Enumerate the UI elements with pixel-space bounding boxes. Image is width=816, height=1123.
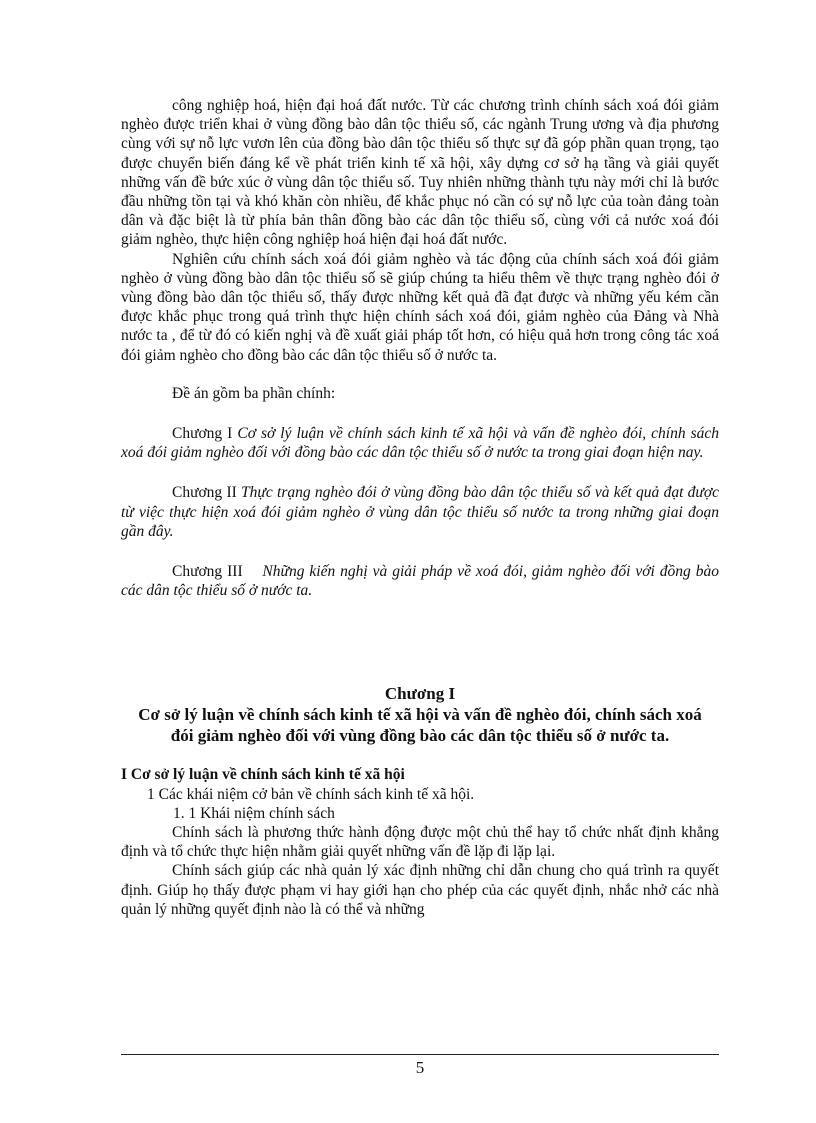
structure-line: Đề án gồm ba phần chính:	[172, 384, 336, 402]
section-paragraph-1: Chính sách là phương thức hành động được một chủ thể hay tổ chức nhất định khẳng định và tổ chức thực hiện nhằm giải quyết những vấn đề lặp đi lặp lại.	[121, 824, 719, 861]
chapter-summary-2	[121, 483, 719, 541]
section-paragraph-2: Chính sách giúp các nhà quản lý xác định những chỉ dẫn chung cho quá trình ra quyết định. Giúp họ thấy được phạm vi hay giới hạn cho phép của các quyết định, nhắc nhở các nhà quản lý những quyết định nào là có thể và những	[121, 862, 719, 918]
footer-divider	[121, 1054, 719, 1055]
chapter-summary-3	[121, 562, 719, 600]
chapter-heading	[121, 683, 719, 746]
chapter-heading-label: Chương I	[384, 684, 456, 704]
subsection-heading-1-1: 1. 1 Khái niệm chính sách	[173, 804, 335, 822]
subsection-heading-1: 1 Các khái niệm cở bản về chính sách kinh tế xã hội.	[147, 785, 475, 803]
chapter-heading-title: Cơ sở lý luận về chính sách kinh tế xã hội và vấn đề nghèo đói, chính sách xoá đói giảm nghèo đối với vùng đồng bào các dân tộc thiểu số ở nước ta.	[138, 705, 702, 746]
chapter-summary-label: Chương II	[172, 484, 237, 502]
chapter-summary-label: Chương III	[172, 563, 243, 581]
intro-paragraph-2: Nghiên cứu chính sách xoá đói giảm nghèo và tác động của chính sách xoá đói giảm nghèo ở vùng đồng bào dân tộc thiểu số sẽ giúp chúng ta hiểu thêm về thực trạng nghèo đói ở vùng đồng bào dân tộc thiểu số, thấy được những kết quả đã đạt được và những yếu kém cần được khắc phục trong quá trình thực hiện chính sách xoá đói, giảm nghèo của Đảng và Nhà nước ta , để từ đó có kiến nghị và đề xuất giải pháp tốt hơn, có hiệu quả hơn trong công tác xoá đói giảm nghèo cho đồng bào các dân tộc thiểu số ở nước ta.	[121, 250, 719, 364]
chapter-summary-1	[121, 424, 719, 462]
intro-paragraph-1: công nghiệp hoá, hiện đại hoá đất nước. Từ các chương trình chính sách xoá đói giảm nghèo được triển khai ở vùng đồng bào dân tộc thiểu số, các ngành Trung ương và địa phương cùng với sự nỗ lực vươn lên của đồng bào dân tộc thiểu số thực sự đã góp phần quan trọng, tạo được chuyển biến đáng kể về phát triển kinh tế xã hội, xây dựng cơ sở hạ tầng và giải quyết những vấn đề bức xúc ở vùng dân tộc thiểu số. Tuy nhiên những thành tựu này mới chỉ là bước đầu những tồn tại và khó khăn còn nhiều, để khắc phục nó cần có sự nỗ lực của toàn đảng toàn dân và đặc biệt là từ phía bản thân đồng bào các dân tộc thiểu số, cùng với cả nước xoá đói giảm nghèo, thực hiện công nghiệp hoá hiện đại hoá đất nước.	[121, 97, 719, 249]
document-page	[121, 96, 719, 919]
chapter-summary-title: Những kiến nghị và giải pháp về xoá đói, giảm nghèo đối với đồng bào các dân tộc thiểu số ở nước ta.	[121, 563, 720, 600]
chapter-summary-title: Cơ sở lý luận về chính sách kinh tế xã hội và vấn đề nghèo đói, chính sách xoá đói giảm nghèo đối với đồng bào các dân tộc thiểu số ở nước ta trong giai đoạn hiện nay.	[121, 425, 720, 462]
section-heading: I Cơ sở lý luận về chính sách kinh tế xã hội	[121, 766, 405, 784]
page-number: 5	[415, 1058, 425, 1077]
chapter-summary-label: Chương I	[172, 425, 233, 443]
chapter-summary-title: Thực trạng nghèo đói ở vùng đồng bào dân tộc thiểu số và kết quả đạt được từ việc thực hiện xoá đói giảm nghèo ở vùng dân tộc thiểu số nước ta trong những giai đoạn gần đây.	[121, 484, 719, 540]
